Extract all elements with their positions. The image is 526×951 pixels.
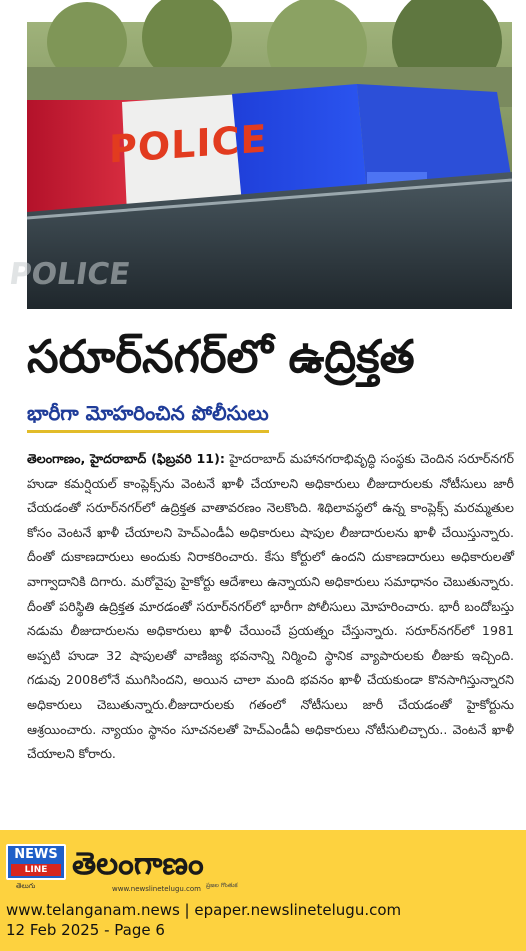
police-sign-text: POLICE xyxy=(109,116,268,172)
footer-websites: www.telanganam.news | epaper.newslinetelugu.com xyxy=(6,901,402,919)
newsline-logo xyxy=(6,844,66,880)
article-body-text: హైదరాబాద్ మహానగరాభివృద్ధి సంస్థకు చెందిన సరూర్‌నగర్ హుడా కమర్షియల్ కాంప్లెక్స్‌ను వెంటనే ఖాళీ చేయాలని అధికారులు లీజుదారులకు నోటీసులు జారీ చేయడంతో సరూర్‌నగర్‌లో ఉద్రిక్తత వాతావరణం నెలకొంది. శిథిలావస్థలో ఉన్న కాంప్లెక్స్ మరమ్మతుల కోసం వెంటనే ఖాళీ చేయాలని హెచ్ఎండీఏ అధికారులు షాపుల లీజుదారులను ఖాళీ చేయిస్తున్నారు. దీంతో దుకాణదారులు అందుకు నిరాకరించారు. కేసు కోర్టులో ఉందని దుకాణదారులు అధికారులతో వాగ్వాదానికి దిగారు. మరోవైపు హైకోర్టు ఆదేశాలు ఉన్నాయని అధికారులు సమాధానం చెబుతున్నారు. దీంతో పరిస్థితి ఉద్రిక్తత మారడంతో సరూర్‌నగర్‌లో భారీగా పోలీసులు మోహరించారు. భారీ బందోబస్తు నడుమ లీజుదారులను అధికారులు ఖాళీ చేయించే ప్రయత్నం చేస్తున్నారు. సరూర్‌నగర్‌లో 1981 అప్పటి హుడా 32 షాపులతో వాణిజ్య భవనాన్ని నిర్మించి స్థానిక వ్యాపారులకు లీజుకు ఇచ్చింది. గడువు 2008లోనే ముగిసిందని, అయిన చాలా మంది భవనం ఖాళీ చేయకుండా కొనసాగిస్తున్నారని అధికారులు చెబుతున్నారు.లీజుదారులకు గతంలో నోటీసులు జారీ చేయడంతో హైకోర్టును ఆశ్రయించారు. న్యాయం స్థానం సూచనలతో హెచ్ఎండీఏ అధికారులు నోటీసులిచ్చారు.. వెంటనే ఖాళీ చేయాలని కోరారు. xyxy=(27,451,514,762)
subheadline-wrap xyxy=(27,397,269,433)
logo-line-text: LINE xyxy=(11,864,61,876)
article-subheadline: భారీగా మోహరించిన పోలీసులు xyxy=(27,397,269,433)
svg-text:POLICE: POLICE xyxy=(7,257,133,292)
footer-date-page: 12 Feb 2025 - Page 6 xyxy=(6,921,165,939)
brand-url: www.newslinetelugu.com xyxy=(112,885,201,893)
police-car-photo xyxy=(7,22,512,309)
article-dateline: తెలంగాణం, హైదరాబాద్ (ఫిబ్రవరి 11): xyxy=(27,451,225,466)
police-lightbar-illustration xyxy=(7,22,512,309)
brand-name: తెలంగాణం xyxy=(72,846,204,882)
article-headline: సరూర్‌నగర్‌లో ఉద్రిక్తత xyxy=(27,330,415,383)
logo-subtext: తెలుగు xyxy=(16,882,36,890)
article-body xyxy=(27,447,514,767)
brand-tagline: ప్రజల గొంతుక xyxy=(206,882,238,889)
footer-banner xyxy=(0,830,526,951)
logo-news-text: NEWS xyxy=(14,847,58,862)
